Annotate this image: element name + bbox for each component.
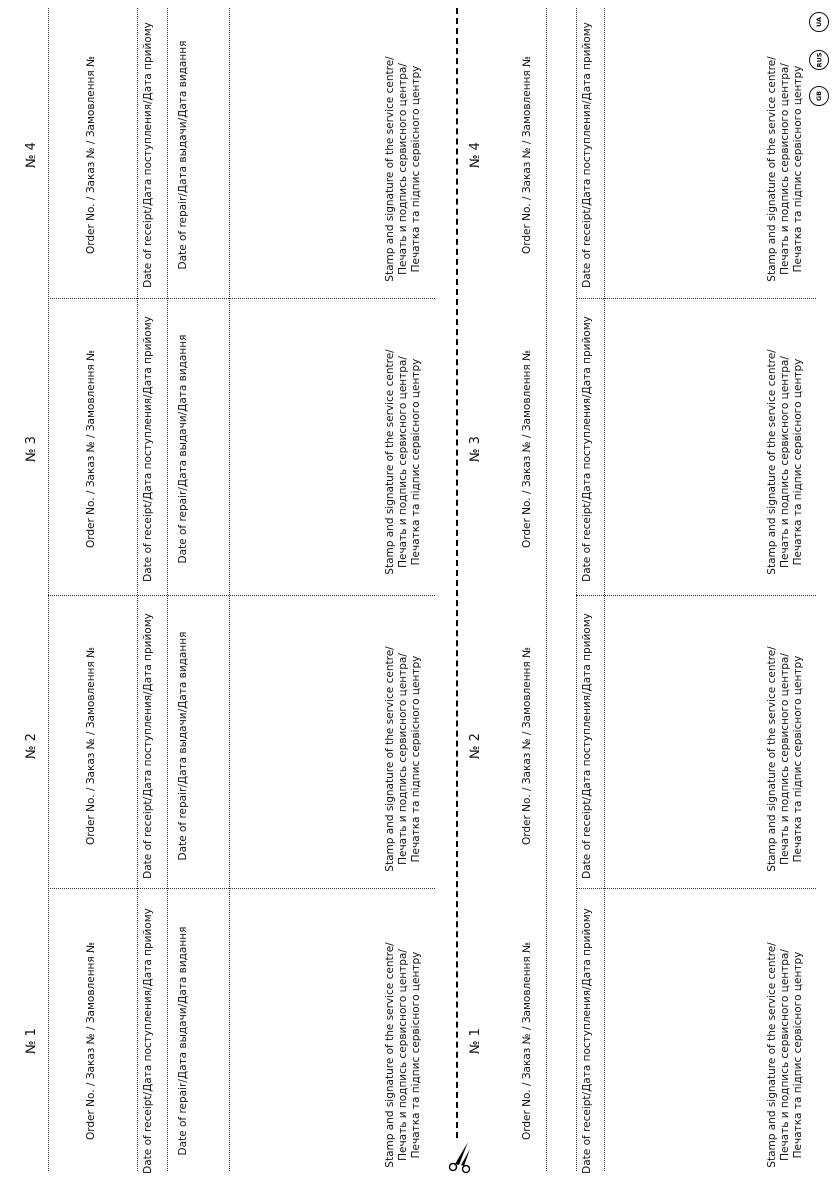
scissors-icon	[444, 1140, 478, 1174]
stub-number: № 3	[468, 436, 483, 462]
stamp-signature-label: Stamp and signature of the service centre/ Печать и подпись сервисного центра/ Печатка та підпис сервісного центру	[384, 349, 422, 575]
column-divider	[229, 8, 230, 1171]
repair-date-label: Date of repair/Дата выдачи/Дата видання	[177, 926, 189, 1156]
coupon-number: № 1	[24, 1028, 39, 1054]
order-number-label: Order No. / Заказ № / Замовлення №	[521, 350, 533, 548]
column-divider	[604, 8, 605, 1171]
language-badge-rus: RUS	[809, 50, 829, 70]
repair-date-label: Date of repair/Дата выдачи/Дата видання	[177, 334, 189, 564]
column-divider	[576, 8, 577, 1171]
column-divider	[48, 8, 49, 1171]
receipt-date-label: Date of receipt/Дата поступления/Дата прийому	[581, 316, 593, 582]
stub-number: № 1	[468, 1028, 483, 1054]
stamp-signature-label: Stamp and signature of the service centre/ Печать и подпись сервисного центра/ Печатка та підпис сервісного центру	[384, 942, 422, 1168]
order-number-label: Order No. / Заказ № / Замовлення №	[85, 56, 97, 254]
order-number-label: Order No. / Заказ № / Замовлення №	[521, 56, 533, 254]
coupon-number: № 2	[24, 733, 39, 759]
stamp-signature-label: Stamp and signature of the service centre/ Печать и подпись сервисного центра/ Печатка та підпис сервісного центру	[766, 942, 804, 1168]
order-number-label: Order No. / Заказ № / Замовлення №	[85, 942, 97, 1140]
column-divider	[546, 8, 547, 1171]
stamp-signature-label: Stamp and signature of the service centre/ Печать и подпись сервисного центра/ Печатка та підпис сервісного центру	[384, 56, 422, 282]
coupon-number: № 3	[24, 436, 39, 462]
order-number-label: Order No. / Заказ № / Замовлення №	[85, 647, 97, 845]
receipt-date-label: Date of receipt/Дата поступления/Дата прийому	[581, 613, 593, 879]
row-divider	[48, 888, 435, 889]
receipt-date-label: Date of receipt/Дата поступления/Дата прийому	[142, 613, 154, 879]
coupon-number: № 4	[24, 142, 39, 168]
stamp-signature-label: Stamp and signature of the service centre/ Печать и подпись сервисного центра/ Печатка та підпис сервісного центру	[766, 646, 804, 872]
repair-date-label: Date of repair/Дата выдачи/Дата видання	[177, 40, 189, 270]
receipt-date-label: Date of receipt/Дата поступления/Дата прийому	[581, 22, 593, 288]
stamp-signature-label: Stamp and signature of the service centre/ Печать и подпись сервисного центра/ Печатка та підпис сервісного центру	[384, 646, 422, 872]
stub-number: № 2	[468, 733, 483, 759]
column-divider	[167, 8, 168, 1171]
receipt-date-label: Date of receipt/Дата поступления/Дата прийому	[142, 908, 154, 1174]
column-divider	[137, 8, 138, 1171]
receipt-date-label: Date of receipt/Дата поступления/Дата прийому	[142, 316, 154, 582]
stamp-signature-label: Stamp and signature of the service centre/ Печать и подпись сервисного центра/ Печатка та підпис сервісного центру	[766, 56, 804, 282]
order-number-label: Order No. / Заказ № / Замовлення №	[521, 647, 533, 845]
repair-date-label: Date of repair/Дата выдачи/Дата видання	[177, 631, 189, 861]
row-divider	[48, 298, 435, 299]
order-number-label: Order No. / Заказ № / Замовлення №	[521, 942, 533, 1140]
receipt-date-label: Date of receipt/Дата поступления/Дата прийому	[142, 22, 154, 288]
language-badge-ua: UA	[809, 12, 829, 32]
order-number-label: Order No. / Заказ № / Замовлення №	[85, 350, 97, 548]
language-badge-gb: GB	[809, 86, 829, 106]
receipt-date-label: Date of receipt/Дата поступления/Дата прийому	[581, 908, 593, 1174]
stub-number: № 4	[468, 142, 483, 168]
cut-line	[456, 8, 458, 1138]
stamp-signature-label: Stamp and signature of the service centre/ Печать и подпись сервисного центра/ Печатка та підпис сервісного центру	[766, 349, 804, 575]
row-divider	[48, 595, 435, 596]
